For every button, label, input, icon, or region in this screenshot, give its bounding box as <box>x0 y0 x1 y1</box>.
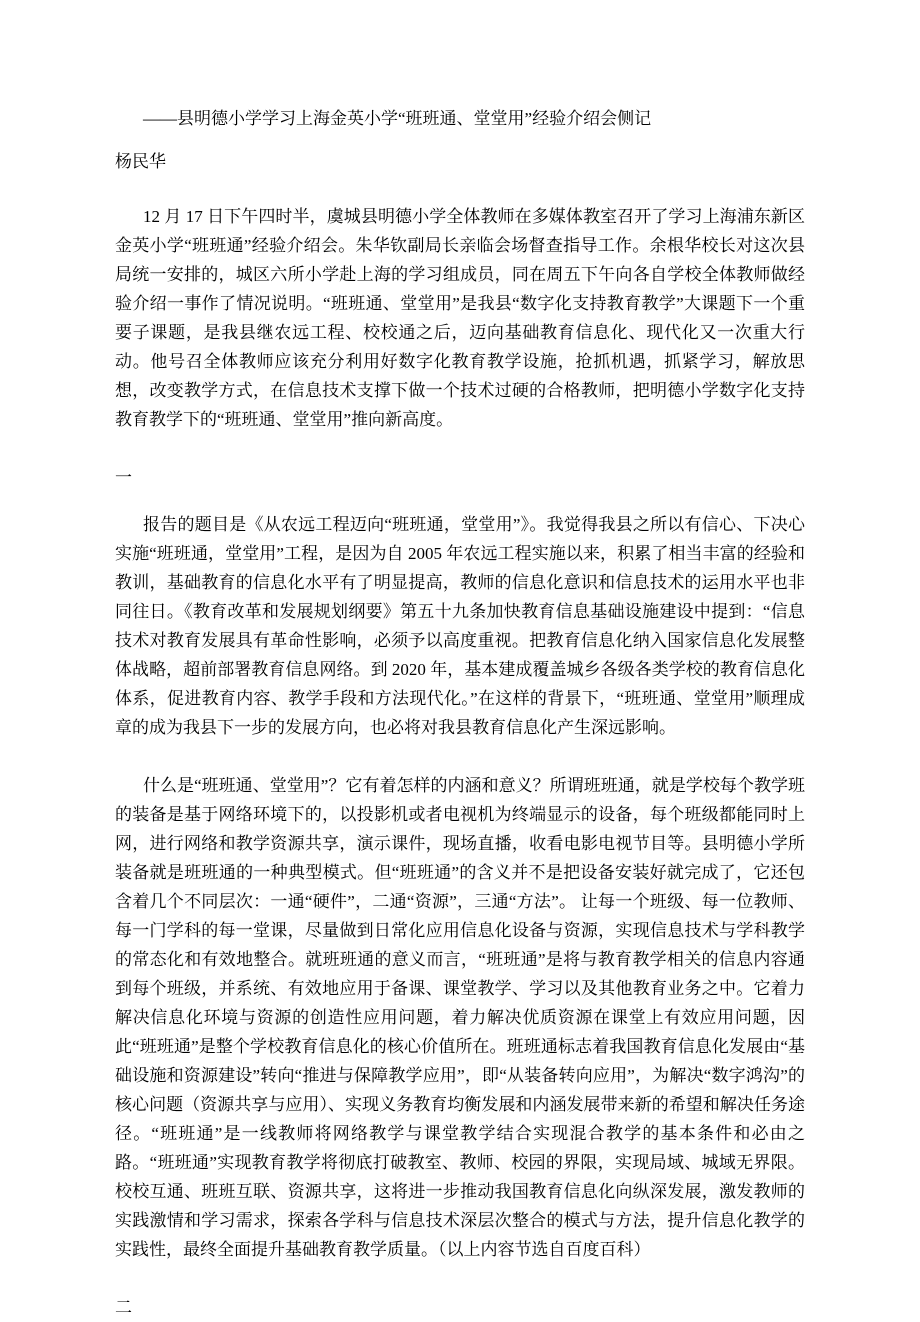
paragraph-report-background: 报告的题目是《从农远工程迈向“班班通，堂堂用”》。我觉得我县之所以有信心、下决心实施“班班通，堂堂用”工程，是因为自 2005 年农远工程实施以来，积累了相当丰富的经验和教训，基础教育的信息化水平有了明显提高，教师的信息化意识和信息技术的运用水平也非同往日。《教育改革和发展规划纲要》第五十九条加快教育信息基础设施建设中提到：“信息技术对教育发展具有革命性影响，必须予以高度重视。把教育信息化纳入国家信息化发展整体战略，超前部署教育信息网络。到 2020 年，基本建成覆盖城乡各级各类学校的教育信息化体系，促进教育内容、教学手段和方法现代化。”在这样的背景下，“班班通、堂堂用”顺理成章的成为我县下一步的发展方向，也必将对我县教育信息化产生深远影响。 <box>115 515 805 737</box>
paragraph-intro: 12 月 17 日下午四时半，虞城县明德小学全体教师在多媒体教室召开了学习上海浦东新区金英小学“班班通”经验介绍会。朱华钦副局长亲临会场督查指导工作。余根华校长对这次县局统一安排的，城区六所小学赴上海的学习组成员，同在周五下午向各自学校全体教师做经验介绍一事作了情况说明。“班班通、堂堂用”是我县“数字化支持教育教学”大课题下一个重要子课题，是我县继农远工程、校校通之后，迈向基础教育信息化、现代化又一次重大行动。他号召全体教师应该充分利用好数字化教育教学设施，抢抓机遇，抓紧学习，解放思想，改变教学方式，在信息技术支撑下做一个技术过硬的合格教师，把明德小学数字化支持教育教学下的“班班通、堂堂用”推向新高度。 <box>115 207 805 429</box>
author-byline: 杨民华 <box>115 152 166 171</box>
paragraph-banbantong-definition: 什么是“班班通、堂堂用”？它有着怎样的内涵和意义？所谓班班通，就是学校每个教学班的装备是基于网络环境下的，以投影机或者电视机为终端显示的设备，每个班级都能同时上网，进行网络和教学资源共享，演示课件，现场直播，收看电影电视节目等。县明德小学所装备就是班班通的一种典型模式。但“班班通”的含义并不是把设备安装好就完成了，它还包含着几个不同层次：一通“硬件”，二通“资源”，三通“方法”。 让每一个班级、每一位教师、每一门学科的每一堂课，尽量做到日常化应用信息化设备与资源，实现信息技术与学科教学的常态化和有效地整合。就班班通的意义而言，“班班通”是将与教育教学相关的信息内容通到每个班级，并系统、有效地应用于备课、课堂教学、学习以及其他教育业务之中。它着力解决信息化环境与资源的创造性应用问题，着力解决优质资源在课堂上有效应用问题，因此“班班通”是整个学校教育信息化的核心价值所在。班班通标志着我国教育信息化发展由“基础设施和资源建设”转向“推进与保障教学应用”，即“从装备转向应用”，为解决“数字鸿沟”的核心问题（资源共享与应用）、实现义务教育均衡发展和内涵发展带来新的希望和解决任务途径。“班班通”是一线教师将网络教学与课堂教学结合实现混合教学的基本条件和必由之路。“班班通”实现教育教学将彻底打破教室、教师、校园的界限，实现局域、城域无界限。校校互通、班班互联、资源共享，这将进一步推动我国教育信息化向纵深发展，激发教师的实践激情和学习需求，探索各学科与信息技术深层次整合的模式与方法，提升信息化教学的实践性，最终全面提升基础教育教学质量。（以上内容节选自百度百科） <box>115 776 805 1259</box>
section-label-one: 一 <box>115 468 132 487</box>
document-title: ——县明德小学学习上海金英小学“班班通、堂堂用”经验介绍会侧记 <box>143 109 652 128</box>
section-label-two: 二 <box>115 1298 132 1317</box>
